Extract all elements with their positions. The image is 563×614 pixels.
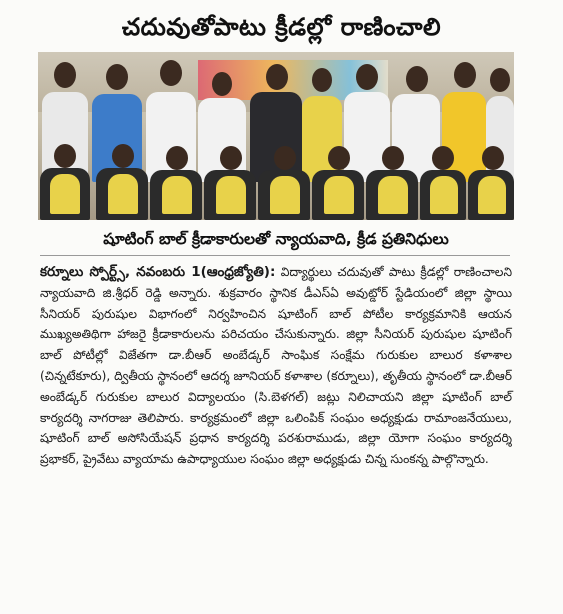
standing-person — [442, 92, 486, 182]
person-head — [266, 64, 288, 90]
player-head — [220, 146, 242, 170]
player-jersey — [430, 176, 458, 214]
player-jersey — [50, 174, 80, 214]
photo-caption: షూటింగ్ బాల్ క్రీడాకారులతో న్యాయవాది, క్రీడ ప్రతినిధులు — [103, 230, 449, 248]
standing-person — [250, 92, 302, 182]
player-jersey — [108, 174, 138, 214]
person-head — [356, 64, 378, 90]
person-head — [490, 68, 510, 92]
standing-person — [392, 94, 440, 182]
player-jersey — [270, 176, 300, 214]
player-jersey — [378, 176, 408, 214]
person-head — [312, 68, 332, 92]
player-head — [482, 146, 504, 170]
player-head — [166, 146, 188, 170]
caption-divider — [40, 255, 510, 256]
player-head — [274, 146, 296, 170]
player-head — [54, 144, 76, 168]
player-head — [432, 146, 454, 170]
team-photo — [38, 52, 514, 220]
player-jersey — [162, 176, 192, 214]
article-body — [40, 262, 512, 470]
player-jersey — [324, 176, 354, 214]
person-head — [212, 72, 232, 96]
person-head — [54, 62, 76, 88]
person-head — [406, 66, 428, 92]
standing-person — [344, 92, 390, 182]
article-text: విద్యార్థులు చదువుతో పాటు క్రీడల్లో రాణించాలని న్యాయవాది జి.శ్రీధర్ రెడ్డి అన్నారు. శుక్రవారం స్థానిక డీఎస్ఏ అవుట్డోర్ స్టేడియంలో జిల్లా స్థాయి సీనియర్ పురుషుల విభాగంలో నిర్వహించిన షూటింగ్ బాల్ పోటీల కార్యక్రమానికి ఆయన ముఖ్యఅతిథిగా హాజరై క్రీడాకారులను పరిచయం చేసుకున్నారు. జిల్లా సీనియర్ పురుషుల షూటింగ్ బాల్ పోటీల్లో విజేతగా డా.బీఆర్ అంబేడ్కర్ సాంఘిక సంక్షేమ గురుకుల బాలుర కళాశాల (చిన్నటేకూరు), ద్వితీయ స్థానంలో ఆదర్శ జూనియర్ కళాశాల (కర్నూలు), తృతీయ స్థానంలో డా.బీఆర్ అంబేడ్కర్ గురుకుల బాలుర విద్యాలయం (సి.బెళగల్) జట్లు నిలిచాయని జిల్లా షూటింగ్ బాల్ కార్యదర్శి నాగరాజు తెలిపారు. కార్యక్రమంలో జిల్లా ఒలింపిక్ సంఘం అధ్యక్షుడు రామాంజనేయులు, షూటింగ్ బాల్ అసోసియేషన్ ప్రధాన కార్యదర్శి పరశురాముడు, జిల్లా యోగా సంఘం కార్యదర్శి ప్రభాకర్, ప్రైవేటు వ్యాయామ ఉపాధ్యాయుల సంఘం జిల్లా అధ్యక్షుడు చిన్న సుంకన్న పాల్గొన్నారు. — [40, 265, 512, 467]
person-head — [160, 60, 182, 86]
player-head — [382, 146, 404, 170]
player-jersey — [478, 176, 506, 214]
person-head — [454, 62, 476, 88]
person-head — [106, 64, 128, 90]
player-head — [328, 146, 350, 170]
player-jersey — [216, 176, 246, 214]
player-head — [112, 144, 134, 168]
headline: చదువుతోపాటు క్రీడల్లో రాణించాలి — [121, 13, 442, 41]
article-dateline: కర్నూలు స్పోర్ట్స్, నవంబరు 1(ఆంధ్రజ్యోతి): — [40, 264, 276, 280]
